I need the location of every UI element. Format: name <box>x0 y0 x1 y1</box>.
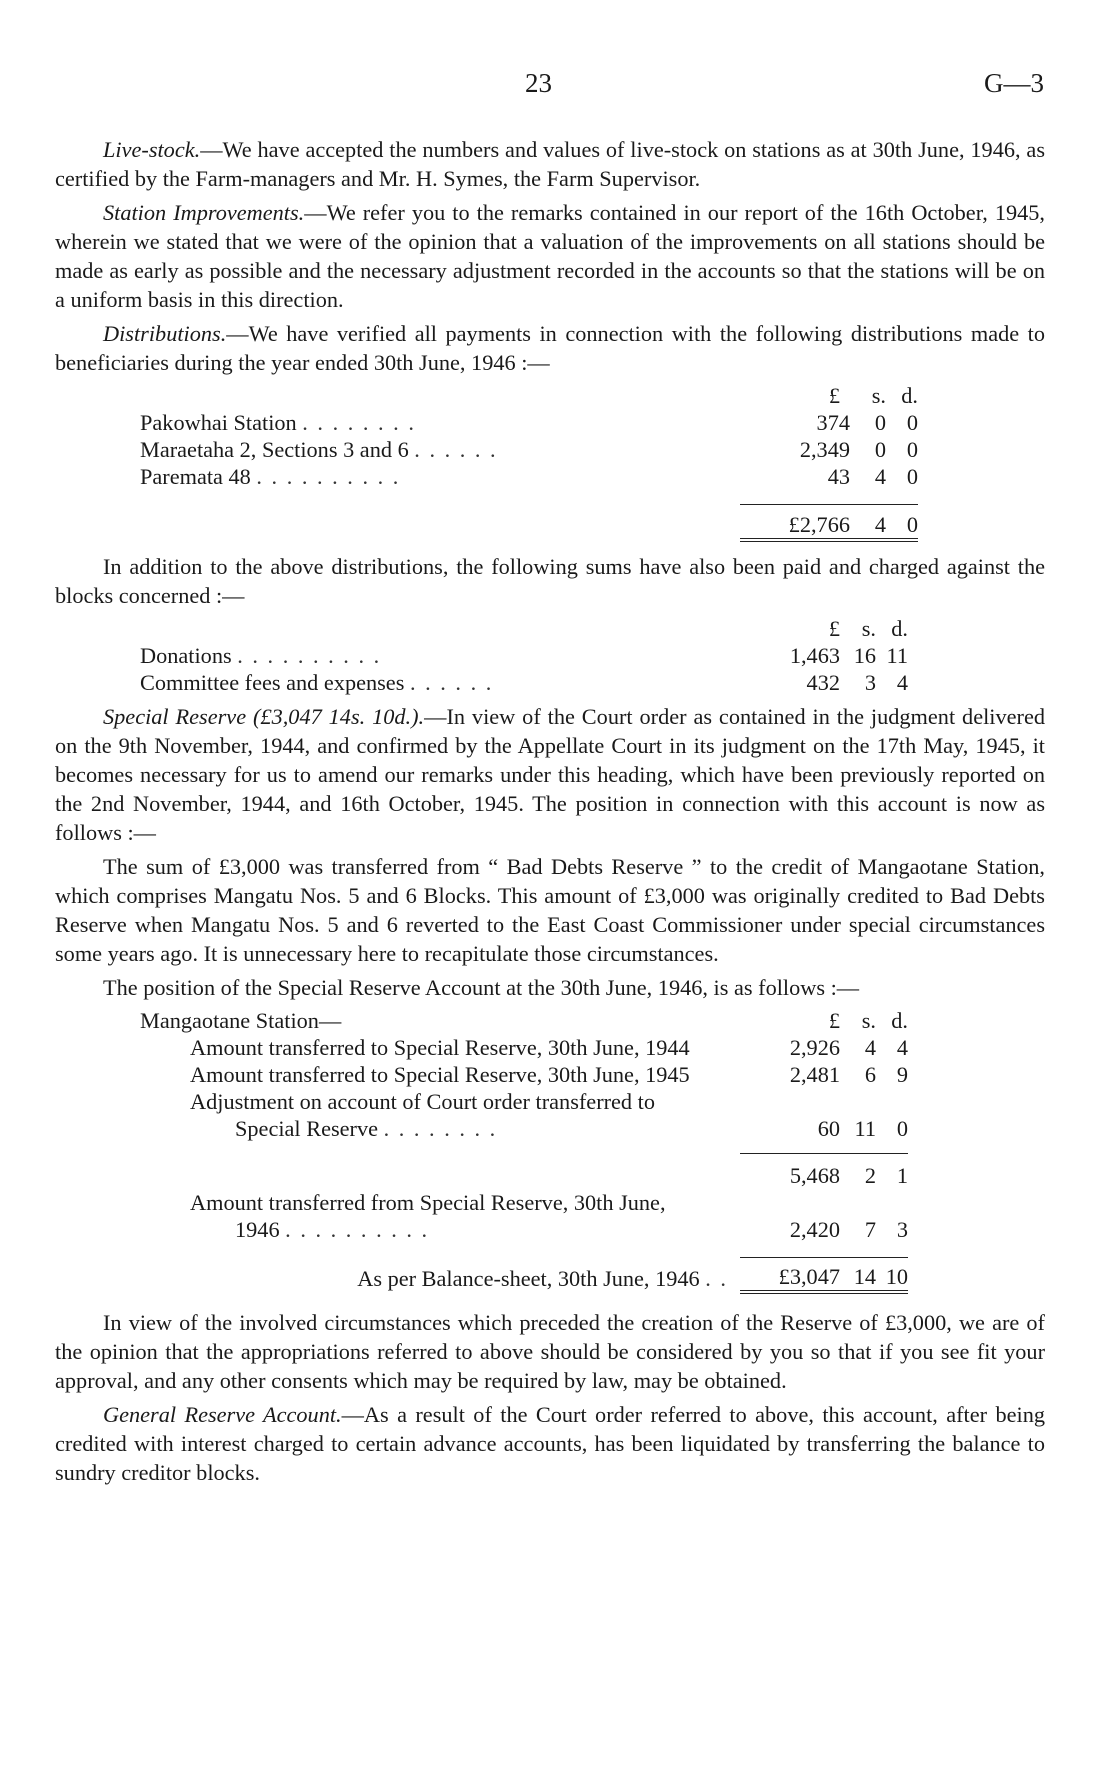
station-label: Mangaotane Station— <box>140 1007 342 1033</box>
document-reference: G—3 <box>984 68 1044 98</box>
improvements-paragraph <box>55 198 1045 314</box>
pence-value: 9 <box>896 1061 908 1087</box>
pounds-value: 2,481 <box>789 1061 840 1087</box>
distributions-paragraph <box>55 319 1045 377</box>
pounds-column-header: £ <box>828 1007 840 1033</box>
row-label-continued: 1946 <box>235 1217 280 1242</box>
leader-dots: . . . . . . . . <box>302 410 416 435</box>
pence-value: 0 <box>906 410 918 435</box>
general-reserve-paragraph <box>55 1400 1045 1487</box>
shillings-value: 0 <box>874 437 886 462</box>
shillings-value: 4 <box>874 464 886 489</box>
pounds-column-header: £ <box>828 383 840 408</box>
subtotal-pence: 1 <box>876 1154 908 1190</box>
pence-value: 0 <box>906 464 918 489</box>
pence-value: 4 <box>896 669 908 695</box>
row-label: Amount transferred from Special Reserve, 30th June, <box>190 1190 666 1215</box>
table-row <box>140 1115 908 1142</box>
total-pence: 0 <box>886 504 918 540</box>
shillings-value: 3 <box>864 669 876 695</box>
livestock-heading: Live-stock. <box>103 137 201 162</box>
leader-dots: . . . . . . <box>414 437 498 462</box>
leader-dots: . . . . . . . . . . <box>285 1217 430 1242</box>
table-row <box>140 436 918 463</box>
row-label: Amount transferred to Special Reserve, 30th June, 1944 <box>190 1034 690 1060</box>
leader-dots: . . . . . . <box>409 669 494 695</box>
table-row <box>140 1034 908 1061</box>
shillings-value: 7 <box>864 1217 876 1242</box>
subtotal-pounds: 5,468 <box>740 1154 840 1190</box>
pence-value: 0 <box>906 437 918 462</box>
special-reserve-paragraph-2: The sum of £3,000 was transferred from “ Bad Debts Reserve ” to the credit of Mangaotane Station, which comprises Mangatu Nos. 5 and 6 Blocks. This amount of £3,000 was originally credited to Bad Debts Reserve when Mangatu Nos. 5 and 6 reverted to the East Coast Commissioner under special circumstances some years ago. It is unnecessary here to recapitulate those circumstances. <box>55 853 1045 966</box>
row-label: Adjustment on account of Court order transferred to <box>190 1088 656 1114</box>
shillings-value: 11 <box>854 1115 876 1141</box>
livestock-text: —We have accepted the numbers and values of live-stock on stations as at 30th June, 1946, as certified by the Farm-managers and Mr. H. Symes, the Farm Supervisor. <box>55 137 1045 191</box>
pence-column-header: d. <box>891 1007 908 1033</box>
table-row <box>140 409 918 436</box>
total-row <box>140 504 918 540</box>
shillings-column-header: s. <box>871 383 886 408</box>
total-shillings: 4 <box>850 504 886 540</box>
body-text <box>55 135 1045 1492</box>
table-row <box>140 463 918 490</box>
reserve-table <box>140 1007 908 1295</box>
row-label: Committee fees and expenses <box>140 669 405 695</box>
pounds-value: 374 <box>816 410 850 435</box>
special-reserve-paragraph-3: The position of the Special Reserve Account at the 30th June, 1946, is as follows :— <box>103 974 860 1000</box>
special-reserve-paragraph <box>55 702 1045 847</box>
pence-value: 4 <box>896 1034 908 1060</box>
pounds-value: 2,349 <box>799 437 850 462</box>
distributions-text: —We have verified all payments in connection with the following distributions made to beneficiaries during the year ended 30th June, 1946 :— <box>55 321 1045 375</box>
table-header-row <box>140 615 908 642</box>
pounds-column-header: £ <box>828 615 840 641</box>
pounds-value: 60 <box>817 1115 840 1141</box>
row-label: Donations <box>140 642 232 668</box>
row-label: Pakowhai Station <box>140 410 297 435</box>
row-label: Amount transferred to Special Reserve, 30th June, 1945 <box>190 1061 690 1087</box>
table-header-row <box>140 382 918 409</box>
closing-paragraph: In view of the involved circumstances which preceded the creation of the Reserve of £3,000, we are of the opinion that the appropriations referred to above should be considered by you so that if you see fit your approval, and any other consents which may be required by law, may be obtained. <box>55 1310 1045 1393</box>
balance-label: As per Balance-sheet, 30th June, 1946 <box>357 1266 700 1291</box>
page-number: 23 <box>525 68 552 98</box>
row-label-continued: Special Reserve <box>235 1115 379 1141</box>
pounds-value: 1,463 <box>789 642 840 668</box>
improvements-text: —We refer you to the remarks contained in our report of the 16th October, 1945, wherein we stated that we were of the opinion that a valuation of the improvements on all stations should be made as early as possible and the necessary adjustment recorded in the accounts so that the stations will be on a uniform basis in this direction. <box>55 200 1045 312</box>
pounds-value: 43 <box>827 464 850 489</box>
distributions-table <box>140 382 918 542</box>
shillings-column-header: s. <box>861 615 876 641</box>
pence-value: 3 <box>896 1217 908 1242</box>
page-header <box>0 68 1114 104</box>
table-row <box>140 1088 908 1115</box>
balance-row <box>140 1257 908 1292</box>
balance-shillings: 14 <box>840 1257 876 1292</box>
table-row <box>140 1189 908 1216</box>
pounds-value: 432 <box>806 669 840 695</box>
shillings-column-header: s. <box>861 1007 876 1033</box>
shillings-value: 0 <box>874 410 886 435</box>
balance-pounds: £3,047 <box>740 1257 840 1292</box>
table-row <box>140 669 908 696</box>
livestock-paragraph <box>55 135 1045 193</box>
shillings-value: 4 <box>864 1034 876 1060</box>
additional-table <box>140 615 908 696</box>
table-row <box>140 1216 908 1243</box>
special-reserve-heading: Special Reserve (£3,047 14s. 10d.). <box>103 703 425 729</box>
row-label: Paremata 48 <box>140 464 251 489</box>
shillings-value: 16 <box>853 642 876 668</box>
pounds-value: 2,420 <box>789 1217 840 1242</box>
table-row <box>140 642 908 669</box>
leader-dots: . . . . . . . . . . <box>256 464 401 489</box>
table-row <box>140 1061 908 1088</box>
total-pounds: £2,766 <box>740 504 850 540</box>
leader-dots: . . <box>705 1266 728 1291</box>
pence-value: 11 <box>886 642 908 668</box>
table-header-row <box>140 1007 908 1034</box>
row-label: Maraetaha 2, Sections 3 and 6 <box>140 437 409 462</box>
shillings-value: 6 <box>864 1061 876 1087</box>
subtotal-shillings: 2 <box>840 1154 876 1190</box>
general-reserve-heading: General Reserve Account. <box>103 1402 342 1427</box>
leader-dots: . . . . . . . . <box>383 1115 498 1141</box>
distributions-heading: Distributions. <box>103 321 227 346</box>
subtotal-row <box>140 1154 908 1190</box>
special-reserve-text: —In view of the Court order as contained in the judgment delivered on the 9th November, 1944, and confirmed by the Appellate Court in its judgment on the 17th May, 1945, it becomes necessary for us to amend our remarks under this heading, which have been previously reported on the 2nd November, 1944, and 16th October, 1945. The position in connection with this account is now as follows :— <box>55 703 1045 845</box>
additional-paragraph: In addition to the above distributions, the following sums have also been paid and charged against the blocks concerned :— <box>55 553 1045 608</box>
pounds-value: 2,926 <box>789 1034 840 1060</box>
improvements-heading: Station Improvements. <box>103 200 305 225</box>
pence-column-header: d. <box>901 383 918 408</box>
leader-dots: . . . . . . . . . . <box>237 642 382 668</box>
balance-pence: 10 <box>876 1257 908 1292</box>
pence-value: 0 <box>896 1115 908 1141</box>
general-reserve-text: —As a result of the Court order referred to above, this account, after being credited with interest charged to certain advance accounts, has been liquidated by transferring the balance to sundry creditor blocks. <box>55 1402 1045 1485</box>
pence-column-header: d. <box>891 615 908 641</box>
